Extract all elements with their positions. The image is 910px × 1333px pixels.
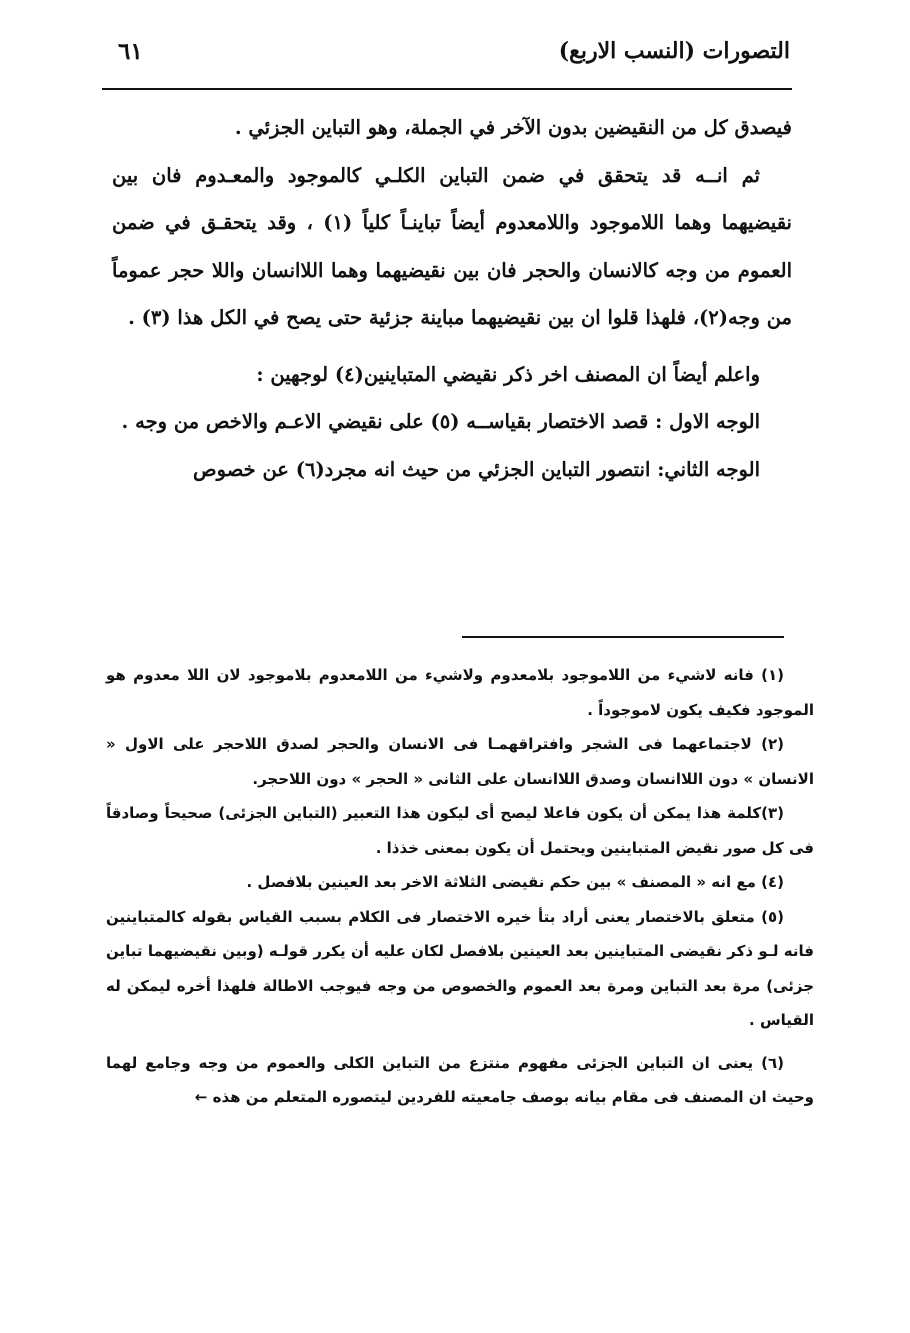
body-paragraph: واعلم أيضاً ان المصنف اخر ذكر نقيضي المتباينين(٤) لوجهين : xyxy=(256,362,760,386)
footnote: (٤) مع انه « المصنف » بين حكم نقيضى الثلاثة الاخر بعد العينين بلافصل . xyxy=(246,873,784,891)
footnote-divider xyxy=(462,636,784,638)
footnote: (٣)كلمة هذا يمكن أن يكون فاعلا ليصح أى ليكون هذا التعبير (التباين الجزئى) صحيحاً وصادقاً فى كل صور نقيض المتباينين ويحتمل أن يكون بمعنى خذذا . xyxy=(106,804,814,857)
body-paragraph: ثم انــه قد يتحقق في ضمن التباين الكلـي كالموجود والمعـدوم فان بين نقيضيهما وهما اللاموجود واللامعدوم أيضاً تباينـاً كلياً (١) ، وقد يتحقـق في ضمن العموم من وجه كالانسان والحجر فان بين نقيضيهما وهما اللاانسان واللا حجر عموماً من وجه(٢)، فلهذا قلوا ان بين نقيضيهما مباينة جزئية حتى يصح في الكل هذا (٣) . xyxy=(112,163,792,329)
running-title: التصورات (النسب الاربع) xyxy=(558,38,790,64)
header-divider xyxy=(102,88,792,90)
page-number: ٦١ xyxy=(118,38,143,65)
body-paragraph: الوجه الثاني: انتصور التباين الجزئي من حيث انه مجرد(٦) عن خصوص xyxy=(193,457,760,481)
footnote: (١) فانه لاشيء من اللاموجود بلامعدوم ولاشيء من اللامعدوم بلاموجود لان اللا معدوم هو الموجود فكيف يكون لاموجوداً . xyxy=(106,666,814,719)
main-text xyxy=(112,104,792,493)
footnote: (٢) لاجتماعهما فى الشجر وافتراقهمـا فى الانسان والحجر لصدق اللاحجر على الاول « الانسان » دون اللاانسان وصدق اللاانسان على الثانى « الحجر » دون اللاحجر. xyxy=(106,735,814,788)
body-paragraph: فيصدق كل من النقيضين بدون الآخر في الجملة، وهو التباين الجزئي . xyxy=(234,116,792,139)
footnotes xyxy=(106,658,814,1115)
body-paragraph: الوجه الاول : قصد الاختصار بقياســه (٥) على نقيضي الاعـم والاخص من وجه . xyxy=(121,410,760,433)
page-header xyxy=(100,28,790,78)
footnote: (٥) متعلق بالاختصار يعنى أراد بتأ خيره الاختصار فى الكلام بسبب القياس بقوله كالمتباينين فانه لـو ذكر نقيضى المتباينين بعد العينين بلافصل لكان عليه أن يكرر قولـه (وبين نقيضيهما تباين جزئى) مرة بعد التباين ومرة بعد العموم والخصوص من وجه فيوجب الاطالة فلهذا أخره ليمكن له القياس . xyxy=(106,907,814,1029)
footnote: (٦) يعنى ان التباين الجزئى مفهوم منتزع من التباين الكلى والعموم من وجه وجامع لهما وحيث ان المصنف فى مقام بيانه بوصف جامعيته للفردين ليتصوره المتعلم من هذه ← xyxy=(106,1053,814,1106)
